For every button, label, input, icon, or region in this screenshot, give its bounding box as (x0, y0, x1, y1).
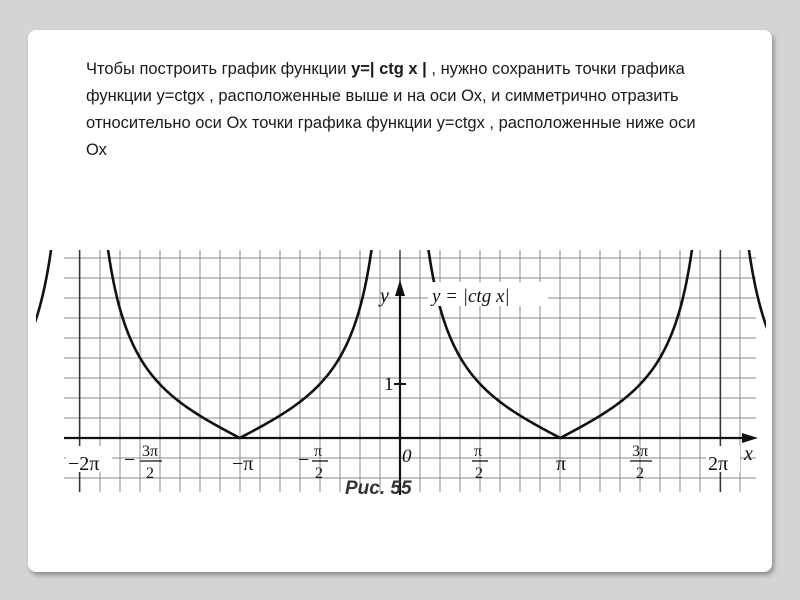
tick-pi2-den: 2 (475, 465, 483, 482)
formula-bold: y=| ctg x | (351, 60, 427, 78)
tick-3pi2-den: 2 (636, 465, 644, 482)
tick-neg-3pi2-sign: − (124, 449, 136, 471)
y-tick-label-1: 1 (384, 374, 394, 395)
tick-pi: π (556, 453, 567, 475)
function-label: y = |ctg x| (432, 286, 510, 307)
paragraph-part2: , нужно сохранить точки графика функции y=ctgx , расположенные выше и на оси Ох, и симметрично отразить относительно оси Ох точки графика функции y=ctgx , расположенные ниже оси Ох (86, 60, 696, 159)
paragraph-part1: Чтобы построить график функции (86, 60, 352, 78)
tick-neg-pi2-den: 2 (315, 465, 323, 482)
tick-two-pi: 2π (708, 453, 729, 475)
tick-pi2-num: π (474, 443, 483, 460)
tick-neg-3pi2-den: 2 (146, 465, 154, 482)
tick-neg-pi: −π (232, 453, 254, 475)
tick-neg-two-pi: −2π (68, 453, 100, 475)
function-graph-figure (36, 250, 766, 505)
graph-svg (36, 250, 766, 500)
abs-cot-curve-branch (36, 250, 56, 438)
tick-neg-pi2-sign: − (298, 449, 310, 471)
tick-neg-pi2-num: π (314, 443, 323, 460)
tick-neg-3pi2-num: 3π (142, 443, 159, 460)
figure-caption: Рис. 55 (345, 478, 412, 499)
description-paragraph (86, 56, 706, 164)
x-axis-label: x (744, 443, 753, 465)
tick-3pi2-num: 3π (632, 443, 649, 460)
y-axis-label: y (380, 285, 389, 307)
origin-label: 0 (402, 446, 412, 467)
